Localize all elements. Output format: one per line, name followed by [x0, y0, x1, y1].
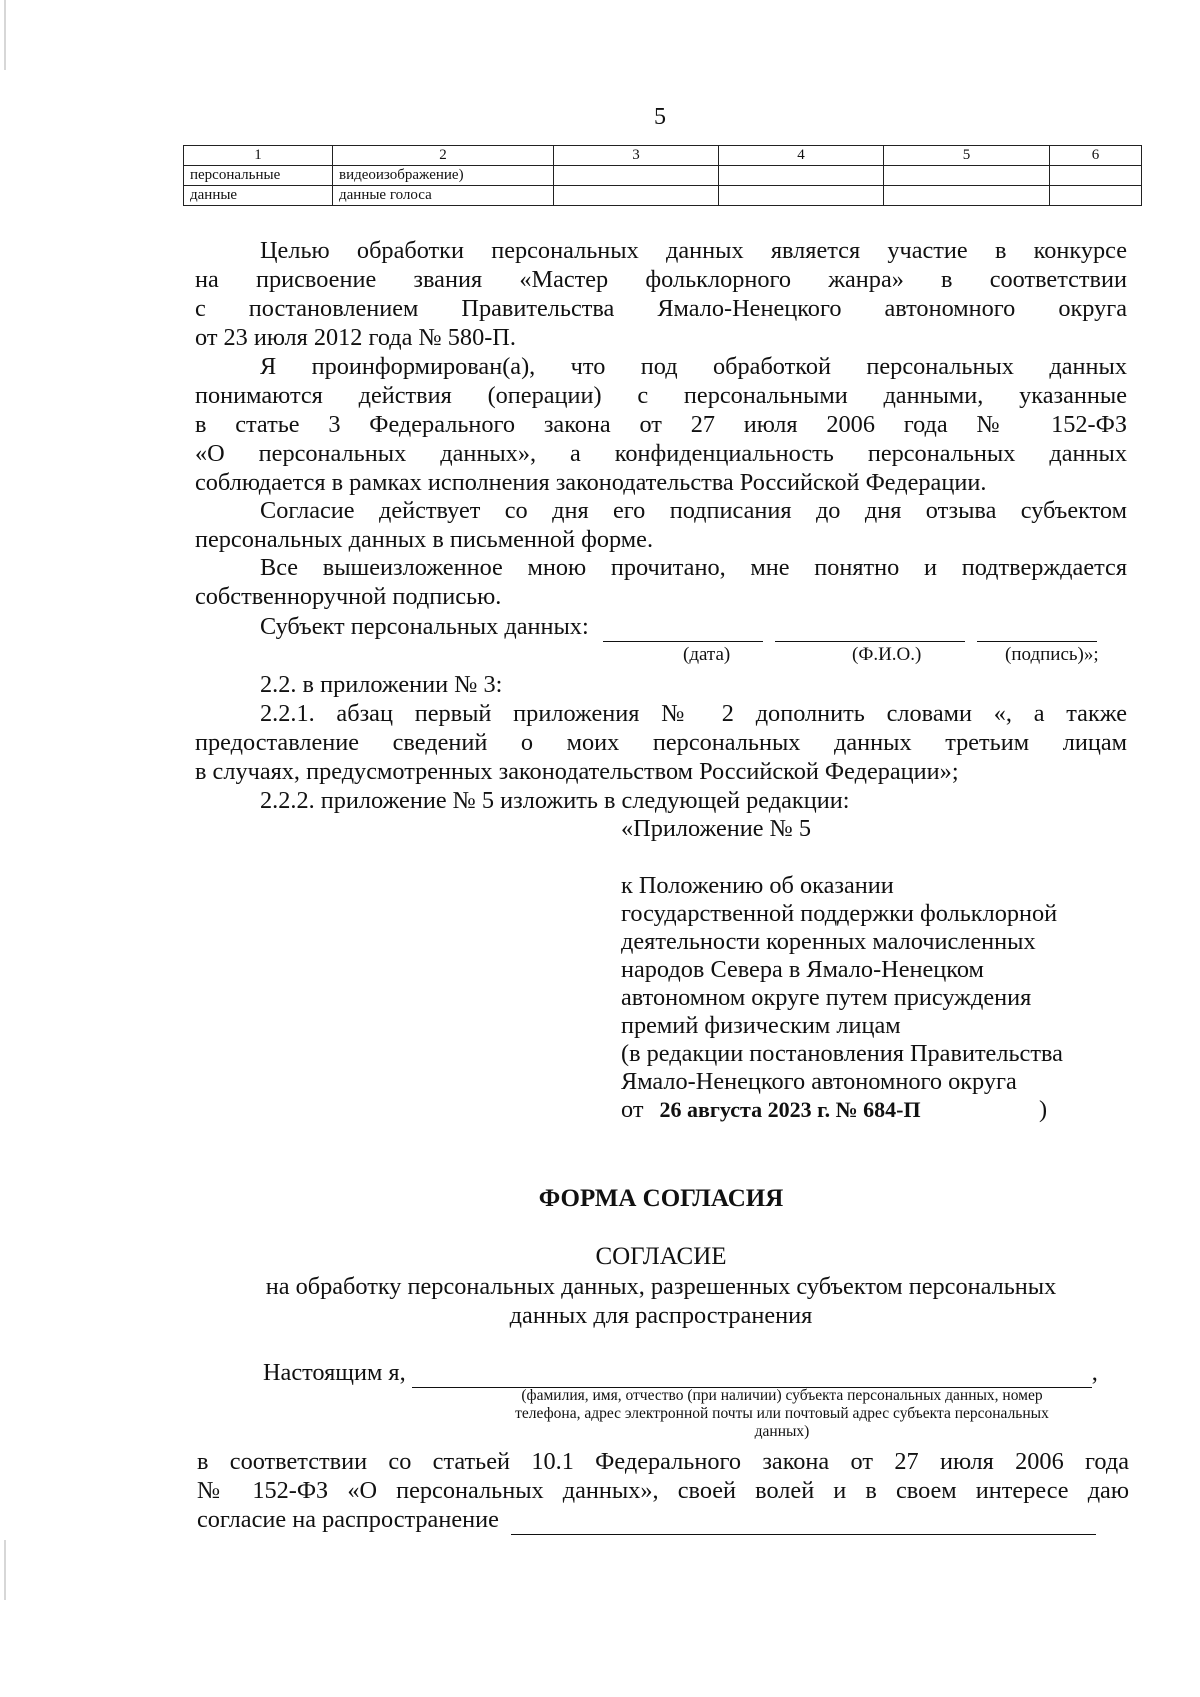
item-2-2: 2.2. в приложении № 3:	[260, 671, 503, 698]
hereby-label: Настоящим я,	[263, 1359, 406, 1386]
appendix-block	[621, 872, 1141, 1126]
appendix-line: автономном округе путем присуждения	[621, 984, 1032, 1011]
text-line: в соответствии со статьей 10.1 Федерального закона от 27 июля 2006 года	[197, 1448, 1129, 1475]
table-header-row	[184, 146, 1142, 166]
text-line: предоставление сведений о моих персональных данных третьим лицам	[195, 729, 1127, 756]
text-line: Согласие действует со дня его подписания до дня отзыва субъектом	[260, 497, 1127, 524]
fio-blank	[775, 612, 965, 642]
from-prefix: от	[621, 1096, 644, 1123]
item-2-2-1	[195, 699, 1127, 786]
hereby-comma: ,	[1091, 1359, 1098, 1386]
table-cell	[554, 186, 719, 206]
subtitle-line: данных для распространения	[509, 1302, 813, 1329]
fio-caption: (Ф.И.О.)	[852, 644, 922, 665]
table-header-cell: 2	[333, 146, 554, 166]
appendix-line: (в редакции постановления Правительства	[621, 1040, 1063, 1067]
table-header-cell: 4	[719, 146, 884, 166]
signature-blank	[977, 612, 1097, 642]
consent-subtitle	[195, 1272, 1127, 1330]
table-header-cell: 6	[1050, 146, 1142, 166]
signature-caption: (подпись)»;	[1005, 644, 1099, 665]
table-cell	[884, 166, 1050, 186]
appendix-line: премий физическим лицам	[621, 1012, 901, 1039]
paragraph-accordance	[197, 1447, 1129, 1535]
hint-line: телефона, адрес электронной почты или почтовый адрес субъекта персональных	[515, 1405, 1049, 1422]
table-cell: видеоизображение)	[333, 166, 554, 186]
table-header-cell: 5	[884, 146, 1050, 166]
paragraph-informed	[195, 352, 1127, 497]
table-cell	[1050, 166, 1142, 186]
distribution-blank	[511, 1505, 1096, 1535]
paragraph-purpose	[195, 236, 1127, 352]
hint-line: данных)	[754, 1423, 810, 1440]
table-cell: персональные	[184, 166, 333, 186]
text-line: в статье 3 Федерального закона от 27 июля 2006 года № 152-ФЗ	[195, 411, 1127, 438]
paragraph-read	[195, 553, 1127, 611]
consent-last-label: согласие на распространение	[197, 1506, 499, 1533]
appendix-line: к Положению об оказании	[621, 872, 894, 899]
appendix-line: народов Севера в Ямало-Ненецком	[621, 956, 984, 983]
text-line: 2.2.1. абзац первый приложения № 2 дополнить словами «, а также	[260, 700, 1127, 727]
text-line: от 23 июля 2012 года № 580-П.	[195, 324, 516, 351]
text-line: на присвоение звания «Мастер фольклорного жанра» в соответствии	[195, 266, 1127, 293]
text-line: персональных данных в письменной форме.	[195, 526, 654, 553]
appendix-line: деятельности коренных малочисленных	[621, 928, 1036, 955]
table-cell	[719, 186, 884, 206]
text-line	[197, 1505, 1129, 1535]
subject-label: Субъект персональных данных:	[260, 613, 589, 640]
data-table	[183, 145, 1142, 206]
text-line: Я проинформирован(а), что под обработкой персональных данных	[260, 353, 1127, 380]
form-title: ФОРМА СОГЛАСИЯ	[538, 1185, 784, 1212]
text-line: понимаются действия (операции) с персональными данными, указанные	[195, 382, 1127, 409]
table-cell: данные	[184, 186, 333, 206]
text-line: с постановлением Правительства Ямало-Ненецкого автономного округа	[195, 295, 1127, 322]
hint-line: (фамилия, имя, отчество (при наличии) субъекта персональных данных, номер	[521, 1387, 1043, 1404]
table-cell: данные голоса	[333, 186, 554, 206]
date-blank	[603, 612, 763, 642]
appendix-line: государственной поддержки фольклорной	[621, 900, 1058, 927]
hereby-hint	[432, 1387, 1132, 1441]
scan-edge-mark	[4, 1540, 6, 1600]
text-line: Все вышеизложенное мною прочитано, мне понятно и подтверждается	[260, 554, 1127, 581]
date-number: 26 августа 2023 г. № 684-П	[659, 1097, 921, 1122]
table-cell	[719, 166, 884, 186]
closing-paren: )	[1039, 1096, 1048, 1123]
table-header-cell: 3	[554, 146, 719, 166]
subtitle-line: на обработку персональных данных, разрешенных субъектом персональных	[265, 1273, 1057, 1300]
table-header-cell: 1	[184, 146, 333, 166]
paragraph-validity	[195, 496, 1127, 554]
scan-edge-mark	[4, 0, 6, 70]
table-cell	[1050, 186, 1142, 206]
subject-signature-line	[260, 612, 1140, 642]
subject-name-blank	[412, 1358, 1092, 1388]
table-cell	[554, 166, 719, 186]
text-line: «О персональных данных», а конфиденциальность персональных данных	[195, 440, 1127, 467]
hereby-line	[263, 1358, 1143, 1388]
appendix-line: Ямало-Ненецкого автономного округа	[621, 1068, 1017, 1095]
text-line: соблюдается в рамках исполнения законодательства Российской Федерации.	[195, 469, 987, 496]
text-line: собственноручной подписью.	[195, 583, 502, 610]
page-number: 5	[654, 104, 666, 130]
table-row	[184, 186, 1142, 206]
text-line: в случаях, предусмотренных законодательством Российской Федерации»;	[195, 758, 959, 785]
consent-title: СОГЛАСИЕ	[595, 1243, 727, 1270]
table-row	[184, 166, 1142, 186]
text-line: Целью обработки персональных данных является участие в конкурсе	[260, 237, 1127, 264]
date-caption: (дата)	[683, 644, 731, 665]
text-line: № 152-ФЗ «О персональных данных», своей волей и в своем интересе даю	[197, 1477, 1129, 1504]
table-cell	[884, 186, 1050, 206]
appendix-title: «Приложение № 5	[621, 815, 812, 842]
appendix-date-line	[621, 1096, 1141, 1126]
item-2-2-2: 2.2.2. приложение № 5 изложить в следующей редакции:	[260, 787, 850, 814]
